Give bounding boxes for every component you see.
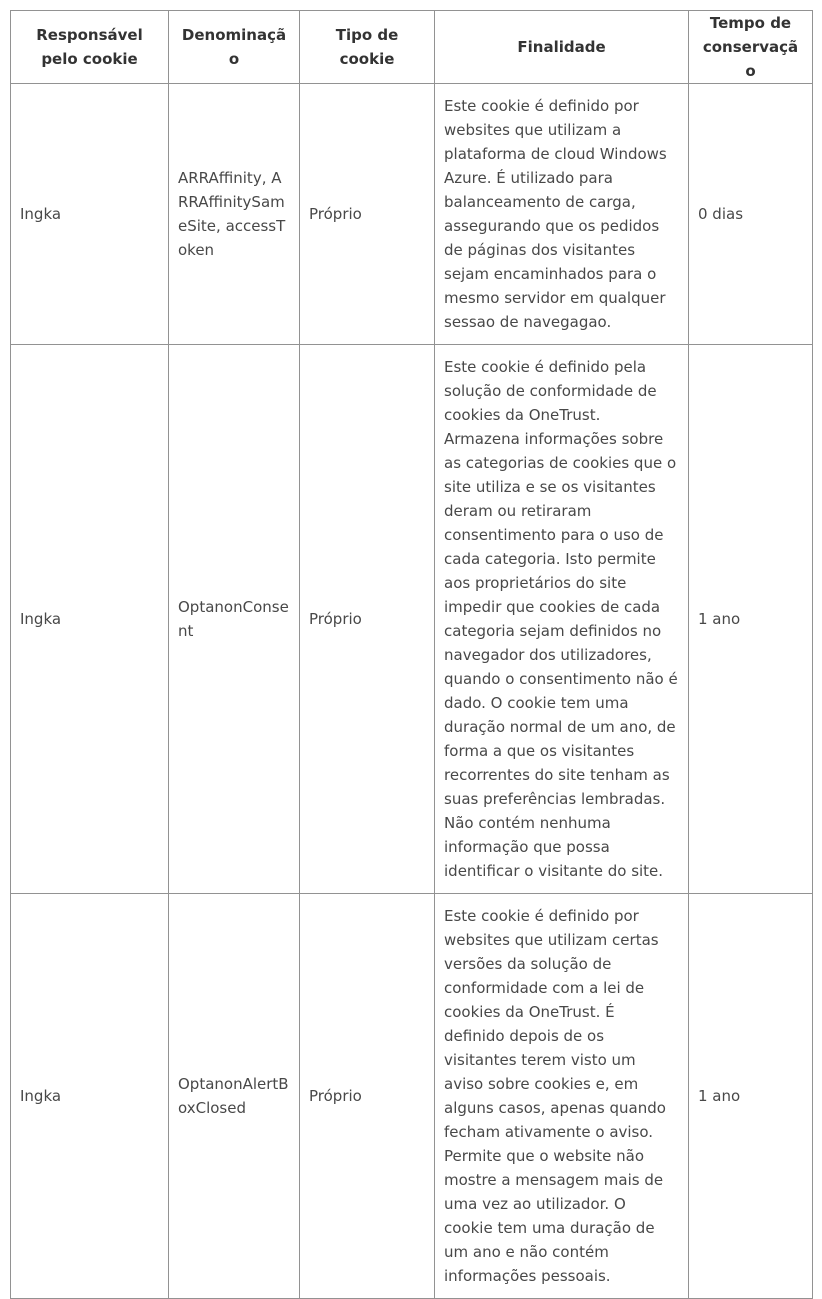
table-row — [11, 84, 813, 345]
table-header-row — [11, 11, 813, 84]
cell-name: OptanonAlertBoxClosed — [169, 894, 300, 1299]
cell-retention: 1 ano — [689, 345, 813, 894]
table-row — [11, 894, 813, 1299]
cell-retention: 0 dias — [689, 84, 813, 345]
cookie-table — [10, 10, 813, 1299]
header-retention: Tempo de conservação — [689, 11, 813, 84]
cell-responsible: Ingka — [11, 345, 169, 894]
cell-type: Próprio — [300, 84, 435, 345]
cell-type: Próprio — [300, 894, 435, 1299]
header-purpose: Finalidade — [435, 11, 689, 84]
cell-type: Próprio — [300, 345, 435, 894]
cell-responsible: Ingka — [11, 894, 169, 1299]
cell-retention: 1 ano — [689, 894, 813, 1299]
cell-name: ARRAffinity, ARRAffinitySameSite, accessToken — [169, 84, 300, 345]
cell-responsible: Ingka — [11, 84, 169, 345]
cell-purpose: Este cookie é definido por websites que utilizam a plataforma de cloud Windows Azure. É utilizado para balanceamento de carga, assegurando que os pedidos de páginas dos visitantes sejam encaminhados para o mesmo servidor em qualquer sessao de navegagao. — [435, 84, 689, 345]
cell-purpose: Este cookie é definido por websites que utilizam certas versões da solução de conformidade com a lei de cookies da OneTrust. É definido depois de os visitantes terem visto um aviso sobre cookies e, em alguns casos, apenas quando fecham ativamente o aviso. Permite que o website não mostre a mensagem mais de uma vez ao utilizador. O cookie tem uma duração de um ano e não contém informações pessoais. — [435, 894, 689, 1299]
cell-name: OptanonConsent — [169, 345, 300, 894]
header-responsible: Responsável pelo cookie — [11, 11, 169, 84]
header-type: Tipo de cookie — [300, 11, 435, 84]
cookie-table-container — [10, 10, 813, 1299]
cell-purpose: Este cookie é definido pela solução de conformidade de cookies da OneTrust. Armazena informações sobre as categorias de cookies que o site utiliza e se os visitantes deram ou retiraram consentimento para o uso de cada categoria. Isto permite aos proprietários do site impedir que cookies de cada categoria sejam definidos no navegador dos utilizadores, quando o consentimento não é dado. O cookie tem uma duração normal de um ano, de forma a que os visitantes recorrentes do site tenham as suas preferências lembradas. Não contém nenhuma informação que possa identificar o visitante do site. — [435, 345, 689, 894]
header-name: Denominação — [169, 11, 300, 84]
table-row — [11, 345, 813, 894]
